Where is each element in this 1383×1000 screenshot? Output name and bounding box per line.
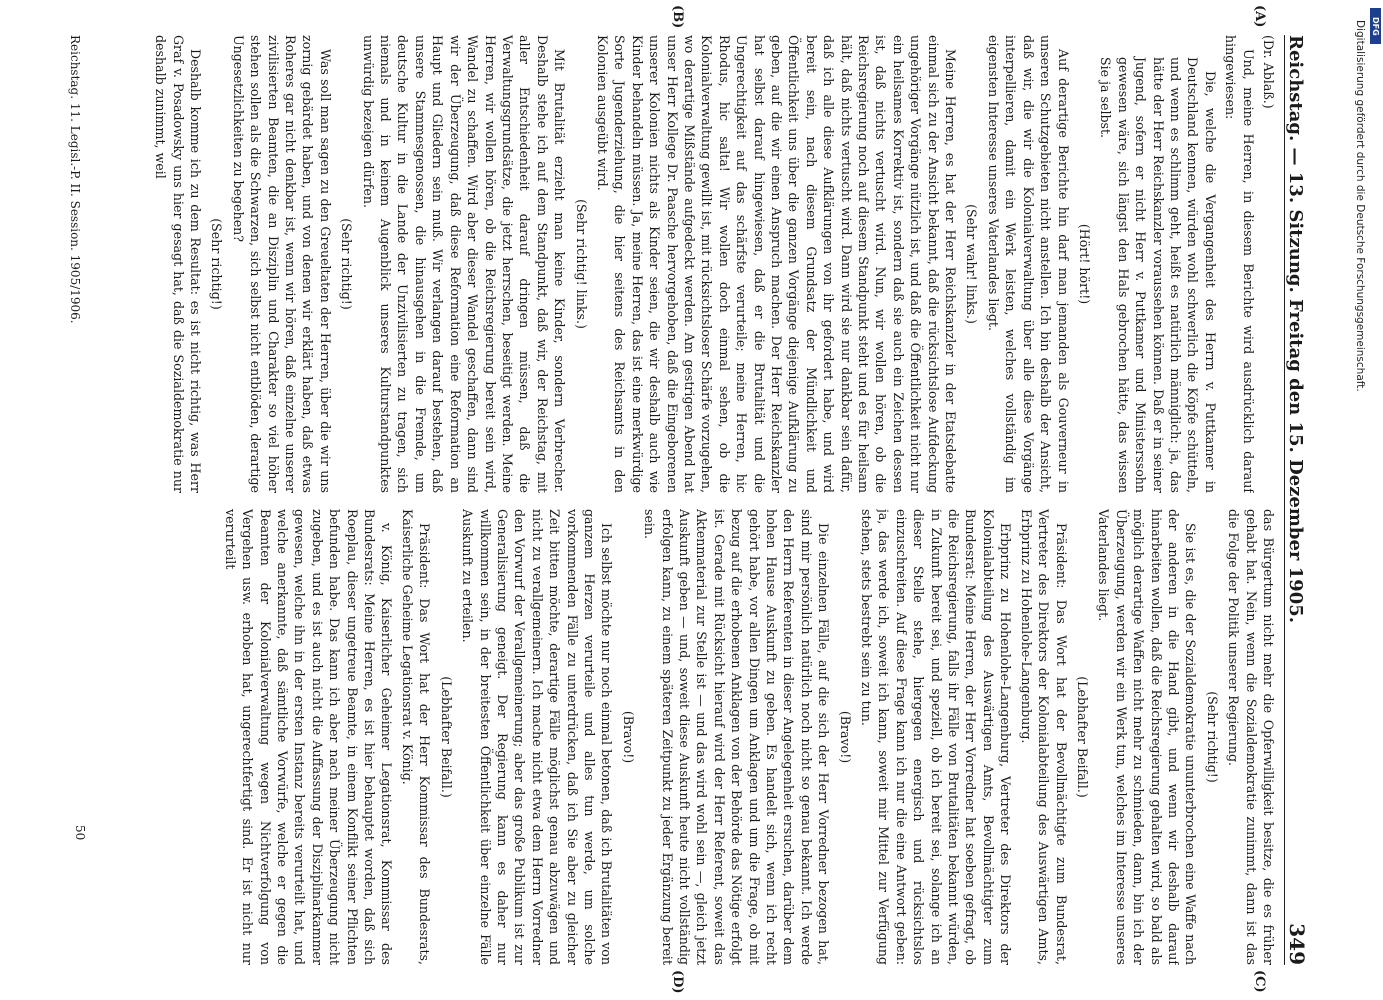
page-header <box>1284 35 1325 965</box>
footer-page-index: 50 <box>73 825 87 841</box>
margin-marker-c: (C) <box>1252 970 1267 993</box>
interjection: (Lebhafter Beifall.) <box>1074 676 1090 798</box>
paragraph: (Dr. Ablaß.) <box>1261 35 1276 109</box>
interjection: (Bravo!) <box>837 710 853 764</box>
paragraph: das Bürgertum nicht mehr die Opferwilligkeit besitze, die es früher gehabt hat. Nein, wenn die Sozialdemokratie zunimmt, dann ist das die Folge der Politik unserer Regierung. <box>1226 509 1276 965</box>
paragraph: Sie ist es, die der Sozialdemokratie ununterbrochen eine Waffe nach der anderen in die Hand gibt, und wenn wir deshalb darauf hinarbeiten wollen, daß die Reichsregierung gehalten wird, so bald als möglich derartige Waffen nicht mehr zu schmieden, dann, bin ich der Überzeugung, werden wir ein Werk tun, welches im Interesse unseres Vaterlandes liegt. <box>1096 509 1199 965</box>
footer-session-info: Reichstag. 11. Legisl.-P. II. Session. 1905/1906. <box>68 35 82 324</box>
interjection: (Hört! hört!) <box>1076 223 1092 305</box>
margin-marker-b: (B) <box>670 5 685 29</box>
margin-marker-d: (D) <box>670 970 685 994</box>
interjection: (Sehr richtig!) <box>209 218 225 310</box>
paragraph: Mit Brutalität erzieht man keine Kinder, sondern Verbrecher. Deshalb stehe ich auf dem Standpunkt, daß wir, der Reichstag, mit aller Entschiedenheit darauf dringen müssen, daß die Verwaltungsgrundsätze, die jetzt herrschen, beseitigt werden. Meine Herren, wir wollen hören, ob die Reichsregierung bereit sein wird, Wandel zu schaffen. Wird aber dieser Wandel geschaffen, dann sind wir der Überzeugung, daß diese Reformation eine Reformation an Haupt und Gliedern sein muß. Wir verlangen darauf bestehen, daß unsere Stammesgenossen, die hinausgehen in die Fremde, um deutsche Kultur in die Lande der Unzivilisierten zu tragen, sich niemals und in keinem Augenblick unseres Kulturstandpunktes unwürdig bezeigen dürfen. <box>360 35 568 493</box>
interjection: (Sehr richtig!) <box>1204 691 1220 783</box>
paragraph: Präsident: Das Wort hat der Bevollmächtigte zum Bundesrat, Vertreter des Direktors der Kolonialabteilung des Auswärtigen Amts, Erbprinz zu Hohenlohe-Langenburg. <box>1018 509 1069 965</box>
interjection: (Sehr richtig!) <box>339 218 355 310</box>
paragraph: Präsident: Das Wort hat der Herr Kommissar des Bundesrats, Kaiserliche Geheime Legationsrat v. König. <box>399 509 433 965</box>
page-footer <box>63 35 87 965</box>
left-column <box>92 35 1277 493</box>
paragraph: Was soll man sagen zu den Greueltaten der Herren, über die wir uns zornig gebärdet haben, und von denen wir erklärt haben, daß etwas Roheres gar nicht denkbar ist, wenn wir hören, daß einzelne unserer zivilisierten Beamten, die an Disziplin und Charakter so viel höher stehen sollen als die Schwarzen, sich selbst nicht entblöden, derartige Ungesetzlichkeiten zu begehen? <box>230 35 333 493</box>
digitization-credit: Digitalisierung gefördert durch die Deutsche Forschungsgemeinschaft. <box>1354 20 1366 392</box>
margin-marker-a: (A) <box>1252 5 1267 28</box>
paragraph: Meine Herren, es hat der Herr Reichskanzler in der Etatsdebatte einmal sich zu der Ansicht bekannt, daß die rücksichtslose Aufdeckung ungehöriger Vorgänge nützlich ist, und daß die Öffentlichkeit nicht nur ein heilsames Korrektiv ist, sondern daß sie auch ein Zeichen dessen ist, daß nichts vertuscht wird. Nun, wir wollen hören, ob die Reichsregierung noch auf diesem Standpunkt steht und es für heilsam hält, daß nichts vertuscht wird. Dann wird sie nur dankbar sein dafür, daß ich alle diese Aufklärungen von ihr gefordert habe, und wird bereit sein, nach diesem Grundsatz der Mündlichkeit und Öffentlichkeit uns über die ganzen Vorgänge diejenige Aufklärung zu geben, auf die wir einen Anspruch machen. Der Herr Reichskanzler hat selbst darauf hingewiesen, daß er die Brutalität und die Ungerechtigkeit auf das schärfste verurteile; meine Herren, hic Rhodus, hic salta! Wir wollen doch einmal sehen, ob die Kolonialverwaltung gewillt ist, mit rücksichtsloser Schärfe vorzugehen, wo derartige Mißstände aufgedeckt werden. Am gestrigen Abend hat unser Herr Kollege Dr. Paasche hervorgehoben, daß die Eingeborenen unserer Kolonien nichts als Kinder seien, die wir deshalb auch wie Kinder behandeln müssen. Ja, meine Herren, das ist eine merkwürdige Sorte Jugenderziehung, die hier seitens des Reichsamts in den Kolonien ausgeübt wird. <box>594 35 959 493</box>
paragraph: v. König, Kaiserlicher Geheimer Legationsrat, Kommissar des Bundesrats: Meine Herren, es ist hier behauptet worden, daß sich Roeplau, dieser ungetreue Beamte, in einem Konflikt seiner Pflichten befunden habe. Das kann ich aber nach meiner Überzeugung nicht zugeben, und es ist auch nicht die Auffassung der Disziplinarkammer gewesen, welche ihn in der ersten Instanz bereits verurteilt hat, und welche anerkannte, daß sämtliche Vorwürfe, welche er gegen die Beamten der Kolonialverwaltung wegen Nichtverfolgung von Vergehen usw. erhoben hat, ungerechtfertigt sind. Er ist nicht nur verurteilt <box>222 509 395 965</box>
paragraph: Erbprinz zu Hohenlohe-Langenburg, Vertreter des Direktors der Kolonialabteilung des Auswärtigen Amts, Bevollmächtigter zum Bundesrat: Meine Herren, der Herr Vorredner hat soeben gefragt, ob die Reichsregierung, falls ihr Fälle von Brutalitäten bekannt würden, in Zukunft bereit sei, und speziell, ob ich bereit sei, solange ich an dieser Stelle stehe, hiergegen energisch und rücksichtslos einzuschreiten. Auf diese Frage kann ich nur die eine Antwort geben: ja, das werde ich, soweit ich kann, soweit mir Mittel zur Verfügung stehen, stets bestrebt sein zu tun. <box>859 509 1014 965</box>
session-title: Reichstag. — 13. Sitzung. Freitag den 15. Dezember 1905. <box>1285 35 1306 624</box>
interjection: (Sehr richtig! links.) <box>573 199 589 329</box>
paragraph: Die, welche die Vergangenheit des Herrn v. Puttkamer in Deutschland kennen, würden wohl schwerlich die Köpfe schütteln, und wenn es schlimm geht, heißt es natürlich männiglich: ja, das hätte der Herr Reichskanzler voraussehen können. Daß er in seiner Jugend, sofern er nicht Herr v. Puttkamer und Ministerssohn gewesen wäre, sich längst den Hals gebrochen hätte, das wissen Sie ja selbst. <box>1098 57 1218 493</box>
dfg-logo: DFG <box>1370 8 1381 44</box>
paragraph: Die einzelnen Fälle, auf die sich der Herr Vorredner bezogen hat, sind mir persönlich natürlich noch nicht so genau bekannt. Ich werde den Herrn Referenten in dieser Angelegenheit ersuchen, darüber dem hohen Hause Auskunft zu geben. Es handelt sich, wenn ich recht gehört habe, vor allen Dingen um Anklagen und um die Frage, ob mit bezug auf die erhobenen Anklagen von der Behörde das Nötige erfolgt ist. Gerade mit Rücksicht hierauf wird der Herr Referent, soweit das Aktenmaterial zur Stelle ist — und das wird wohl sein —, gleich jetzt Auskunft geben — und, soweit diese Auskunft heute nicht vollständig erfolgen kann, zu einem späteren Zeitpunkt zu jeder Ergänzung bereit sein. <box>642 509 832 965</box>
interjection: (Sehr wahr! links.) <box>964 204 980 324</box>
page-number: 349 <box>1285 923 1309 965</box>
interjection: (Bravo!) <box>620 710 636 764</box>
paragraph: Und, meine Herren, in diesem Berichte wird ausdrücklich darauf hingewiesen: <box>1223 35 1256 493</box>
right-column <box>92 509 1277 965</box>
newspaper-page <box>55 5 1325 994</box>
paragraph: Auf derartige Berichte hin darf man jemanden als Gouverneur in unseren Schutzgebieten nicht anstellen. Ich bin deshalb der Ansicht, daß wir, die wir die Kolonialverwaltung über alle diese Vorgänge interpellieren, damit ein Werk leisten, welches vollständig im eigensten Interesse unseres Vaterlandes liegt. <box>985 35 1071 493</box>
paragraph: Ich selbst möchte nur noch einmal betonen, daß ich Brutalitäten von ganzem Herzen verurteile und alles tun werde, um solche vorkommenden Fälle zu unterdrücken, daß ich Sie aber zu gleicher Zeit bitten möchte, derartige Fälle möglichst genau abzuwägen und nicht zu verallgemeinern. Ich mache nicht etwa dem Herrn Vorredner den Vorwurf der Verallgemeinerung; aber das große Publikum ist zur Generalisierung geneigt. Der Regierung kann es daher nur willkommen sein, in der breitesten Öffentlichkeit über einzelne Fälle Auskunft zu erteilen. <box>460 509 615 965</box>
interjection: (Lebhafter Beifall.) <box>438 676 454 798</box>
paragraph: Deshalb komme ich zu dem Resultat: es ist nicht richtig, was Herr Graf v. Posadowsky uns hier gesagt hat, daß die Sozialdemokratie nur deshalb zunimmt, weil <box>153 35 204 493</box>
